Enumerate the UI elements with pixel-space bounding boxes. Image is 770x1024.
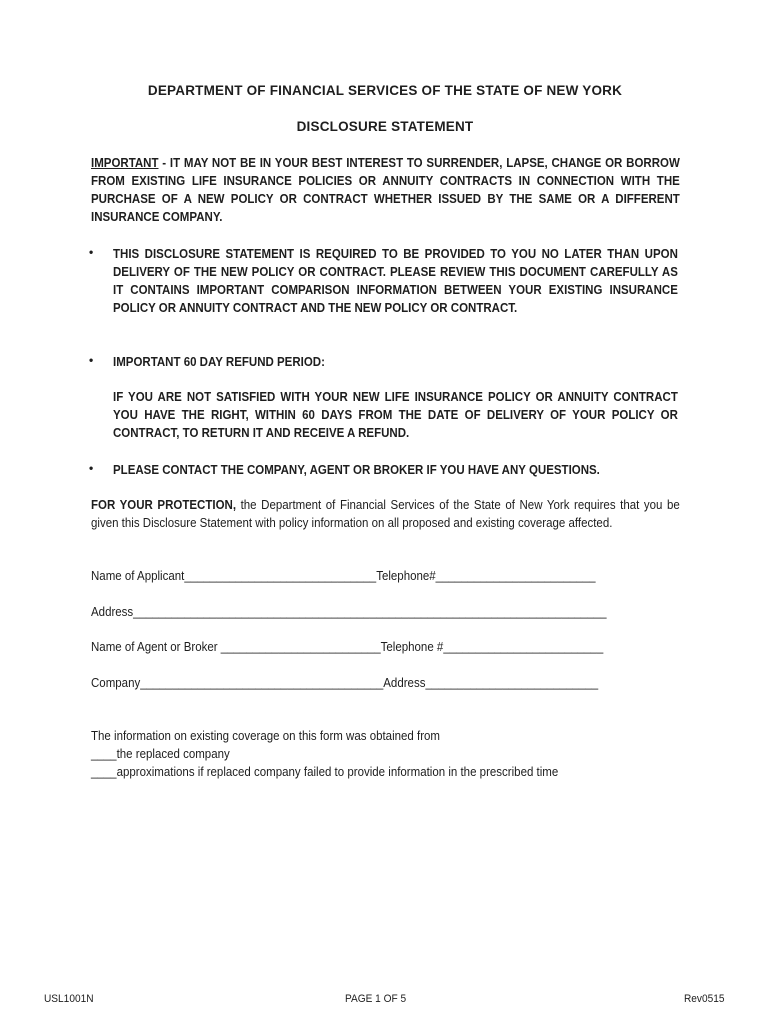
coverage-source-option-replaced: ____the replaced company: [91, 747, 230, 761]
protection-paragraph: [91, 496, 680, 532]
document-subtitle: DISCLOSURE STATEMENT: [296, 119, 474, 134]
address-line: Address__________________________________________________________________________: [91, 605, 607, 619]
important-label: IMPORTANT: [91, 156, 159, 170]
bullet-refund-period-heading: IMPORTANT 60 DAY REFUND PERIOD:: [113, 355, 325, 369]
important-text: - IT MAY NOT BE IN YOUR BEST INTEREST TO SURRENDER, LAPSE, CHANGE OR BORROW FROM EXISTING LIFE INSURANCE POLICIES OR ANNUITY CONTRACTS IN CONNECTION WITH THE PURCHASE OF A NEW POLICY OR CONTRACT WHETHER ISSUED BY THE SAME OR A DIFFERENT INSURANCE COMPANY.: [91, 156, 680, 224]
footer-form-id: USL1001N: [44, 993, 94, 1005]
coverage-source-option-approximations: ____approximations if replaced company failed to provide information in the prescribed time: [91, 765, 559, 779]
bullet-icon: •: [89, 461, 94, 475]
agent-telephone-line: Name of Agent or Broker _________________________Telephone #_________________________: [91, 640, 604, 654]
coverage-source-intro: The information on existing coverage on this form was obtained from: [91, 729, 441, 743]
bullet-icon: •: [89, 245, 94, 259]
footer-page-number: PAGE 1 OF 5: [345, 993, 407, 1005]
footer-revision: Rev0515: [684, 993, 725, 1005]
protection-text: the Department of Financial Services of the State of New York requires that you be given this Disclosure Statement with policy information on all proposed and existing coverage affected.: [91, 498, 680, 530]
bullet-icon: •: [89, 353, 94, 367]
important-notice: [91, 154, 680, 226]
applicant-telephone-line: Name of Applicant______________________________Telephone#_________________________: [91, 569, 596, 583]
protection-lead: FOR YOUR PROTECTION,: [91, 498, 237, 512]
bullet-contact-questions: PLEASE CONTACT THE COMPANY, AGENT OR BROKER IF YOU HAVE ANY QUESTIONS.: [113, 463, 600, 477]
company-address-line: Company______________________________________Address___________________________: [91, 676, 599, 690]
document-title: DEPARTMENT OF FINANCIAL SERVICES OF THE STATE OF NEW YORK: [147, 83, 623, 98]
refund-period-text: IF YOU ARE NOT SATISFIED WITH YOUR NEW LIFE INSURANCE POLICY OR ANNUITY CONTRACT YOU HAVE THE RIGHT, WITHIN 60 DAYS FROM THE DATE OF DELIVERY OF YOUR POLICY OR CONTRACT, TO RETURN IT AND RECEIVE A REFUND.: [113, 390, 678, 440]
bullet-delivery-requirement: THIS DISCLOSURE STATEMENT IS REQUIRED TO BE PROVIDED TO YOU NO LATER THAN UPON DELIVERY OF THE NEW POLICY OR CONTRACT. PLEASE REVIEW THIS DOCUMENT CAREFULLY AS IT CONTAINS IMPORTANT COMPARISON INFORMATION BETWEEN YOUR EXISTING INSURANCE POLICY OR ANNUITY CONTRACT AND THE NEW POLICY OR CONTRACT.: [113, 247, 678, 315]
